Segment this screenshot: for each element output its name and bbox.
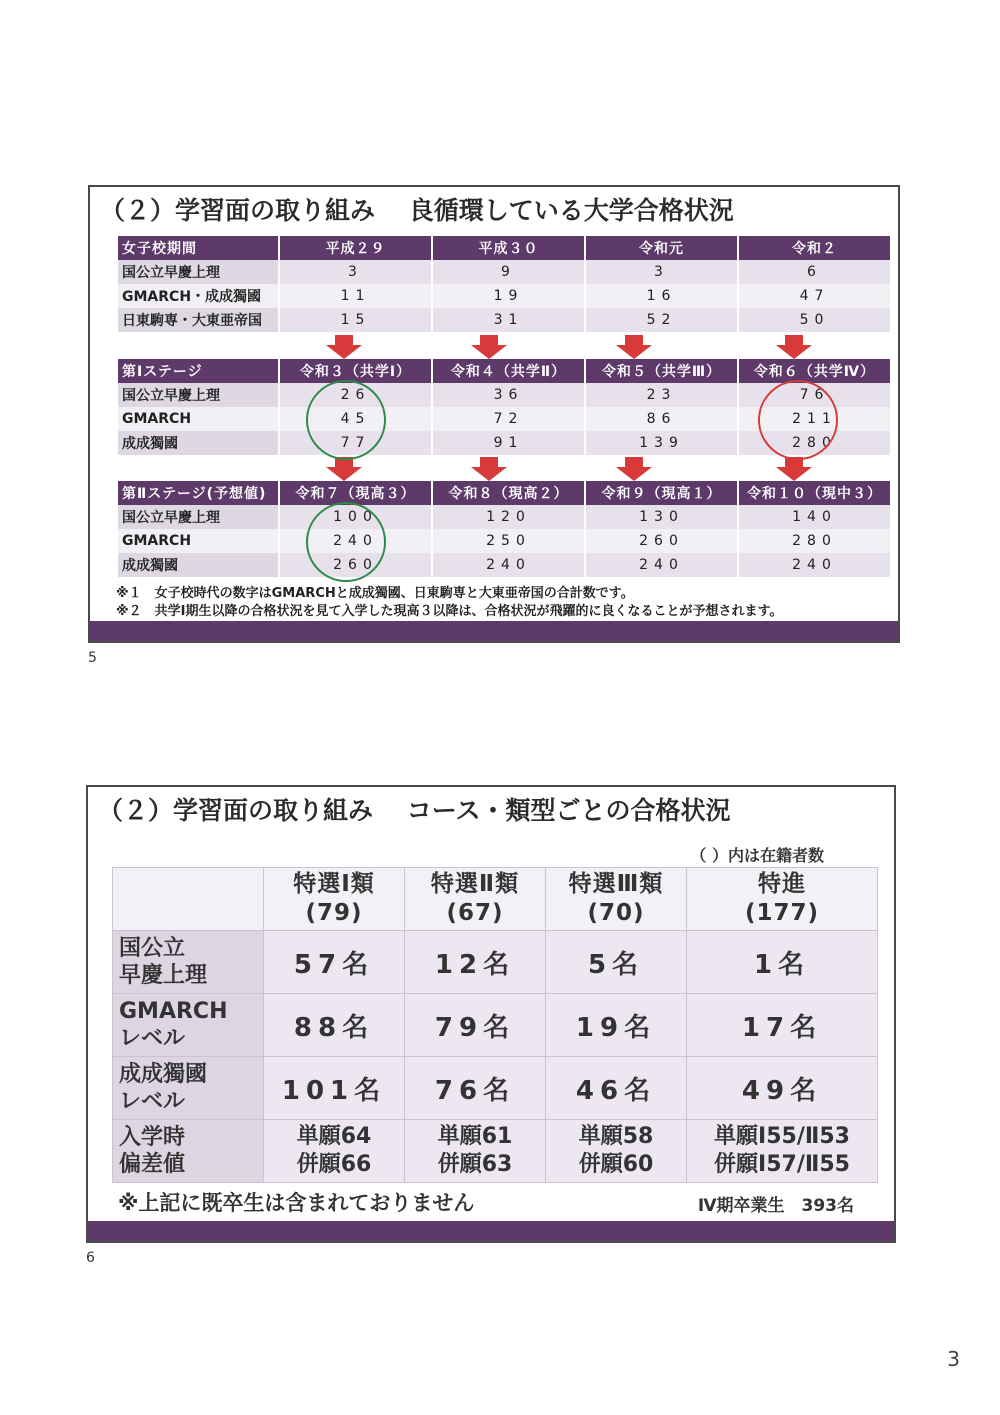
header-cell: 第Ⅱステージ(予想値) (118, 481, 278, 505)
row-label: 国公立早慶上理 (118, 505, 278, 529)
deviation-combined: 併願Ⅰ57/Ⅱ55 (714, 1152, 850, 1177)
value-cell: 76名 (405, 1057, 546, 1120)
row-label (113, 1057, 264, 1120)
value-cell: 46名 (546, 1057, 687, 1120)
highlight-circle-green (306, 502, 386, 582)
value-cell: 120 (433, 505, 584, 529)
header-cell: 令和７（現高３） (280, 481, 431, 505)
row-label: 国公立早慶上理 (118, 260, 278, 284)
row-label-line: 成成獨國 (119, 1062, 208, 1087)
value-cell: 19名 (546, 994, 687, 1057)
header-cell: 女子校期間 (118, 236, 278, 260)
value-cell: 100 (280, 505, 431, 529)
value-cell: 49名 (687, 1057, 878, 1120)
row-label: 成成獨國 (118, 431, 278, 455)
value-cell: 240 (433, 553, 584, 577)
value-cell: 16 (586, 284, 737, 308)
footnote-1: ※１ 女子校時代の数字はGMARCHと成成獨國、日東駒専と大東亜帝国の合計数です。 (116, 586, 634, 601)
row-label-line: 偏差値 (119, 1152, 186, 1177)
footnote-2: ※２ 共学Ⅰ期生以降の合格状況を見て入学した現高３以降は、合格状況が飛躍的に良くなることが予想されます。 (116, 604, 783, 619)
table-row (118, 308, 890, 332)
row-label: GMARCH (118, 407, 278, 431)
course-name: 特選Ⅰ類 (293, 871, 375, 897)
deviation-single: 単願58 (578, 1124, 654, 1149)
deviation-single: 単願Ⅰ55/Ⅱ53 (714, 1124, 850, 1149)
value-cell: 26 (280, 383, 431, 407)
value-cell: 17名 (687, 994, 878, 1057)
value-cell: 240 (280, 529, 431, 553)
down-arrow-icon (326, 467, 362, 481)
slide-title: （２）学習面の取り組み 良循環している大学合格状況 (100, 196, 734, 225)
slide-page-number: 6 (86, 1250, 95, 1266)
value-cell: 260 (586, 529, 737, 553)
down-arrow-icon (326, 345, 362, 359)
value-cell: 280 (739, 529, 890, 553)
value-cell: 15 (280, 308, 431, 332)
row-label: 日東駒専・大東亜帝国 (118, 308, 278, 332)
course-name: 特進 (758, 871, 806, 897)
row-label: GMARCH (118, 529, 278, 553)
table-row (113, 931, 878, 994)
results-table-girls-school (116, 236, 892, 332)
table-header-row (118, 481, 890, 505)
header-cell: 第Ⅰステージ (118, 359, 278, 383)
table-row-deviation (113, 1120, 878, 1183)
enrollment-note: （ ）内は在籍者数 (690, 846, 824, 865)
value-cell: 101名 (264, 1057, 405, 1120)
slide-title: （２）学習面の取り組み コース・類型ごとの合格状況 (98, 796, 731, 825)
slide-page-number: 5 (88, 650, 97, 666)
header-cell: 令和６（共学Ⅳ） (739, 359, 890, 383)
table-header-row (113, 868, 878, 931)
course-header (264, 868, 405, 931)
value-cell: 72 (433, 407, 584, 431)
value-cell: 79名 (405, 994, 546, 1057)
graduates-excluded-note: ※上記に既卒生は含まれておりません (118, 1191, 475, 1215)
row-label-line: レベル (119, 1026, 186, 1051)
value-cell: 1名 (687, 931, 878, 994)
course-header (546, 868, 687, 931)
value-cell: 19 (433, 284, 584, 308)
value-cell: 6 (739, 260, 890, 284)
header-cell: 令和９（現高１） (586, 481, 737, 505)
value-cell: 260 (280, 553, 431, 577)
value-cell: 9 (433, 260, 584, 284)
row-label-line: 国公立 (119, 936, 186, 961)
row-label: 国公立早慶上理 (118, 383, 278, 407)
footer-bar (90, 621, 898, 641)
header-cell: 令和３（共学Ⅰ） (280, 359, 431, 383)
value-cell: 47 (739, 284, 890, 308)
slide-university-results (88, 185, 900, 643)
deviation-combined: 併願66 (296, 1152, 372, 1177)
value-cell: 91 (433, 431, 584, 455)
deviation-cell (405, 1120, 546, 1183)
header-cell: 令和２ (739, 236, 890, 260)
highlight-circle-red (758, 380, 838, 460)
down-arrow-icon (776, 467, 812, 481)
value-cell: 5名 (546, 931, 687, 994)
highlight-circle-green (306, 380, 386, 460)
value-cell: 76 (739, 383, 890, 407)
down-arrow-icon (471, 345, 507, 359)
course-header (405, 868, 546, 931)
deviation-cell (264, 1120, 405, 1183)
value-cell: 280 (739, 431, 890, 455)
course-header (687, 868, 878, 931)
course-name: 特選Ⅲ類 (568, 871, 664, 897)
header-cell-empty (113, 868, 264, 931)
table-header-row (118, 359, 890, 383)
value-cell: 240 (586, 553, 737, 577)
course-results-table (112, 867, 878, 1183)
deviation-combined: 併願63 (437, 1152, 513, 1177)
row-label: 成成獨國 (118, 553, 278, 577)
value-cell: 139 (586, 431, 737, 455)
value-cell: 45 (280, 407, 431, 431)
header-cell: 令和１０（現中３） (739, 481, 890, 505)
value-cell: 77 (280, 431, 431, 455)
down-arrow-icon (776, 345, 812, 359)
table-row (118, 505, 890, 529)
slide-course-results (86, 785, 896, 1243)
value-cell: 130 (586, 505, 737, 529)
value-cell: 86 (586, 407, 737, 431)
deviation-cell (546, 1120, 687, 1183)
value-cell: 211 (739, 407, 890, 431)
course-count: (70) (587, 900, 645, 926)
row-label-line: GMARCH (119, 999, 228, 1024)
value-cell: 50 (739, 308, 890, 332)
value-cell: 52 (586, 308, 737, 332)
down-arrow-icon (616, 467, 652, 481)
header-cell: 令和４（共学Ⅱ） (433, 359, 584, 383)
value-cell: 12名 (405, 931, 546, 994)
table-row (113, 994, 878, 1057)
down-arrow-icon (616, 345, 652, 359)
value-cell: 250 (433, 529, 584, 553)
row-label (113, 994, 264, 1057)
page-number: 3 (947, 1347, 960, 1371)
row-label: GMARCH・成成獨國 (118, 284, 278, 308)
row-label-line: 早慶上理 (119, 963, 208, 988)
header-cell: 令和５（共学Ⅲ） (586, 359, 737, 383)
results-table-stage-2 (116, 481, 892, 577)
table-row (113, 1057, 878, 1120)
course-count: (67) (446, 900, 504, 926)
row-label-line: レベル (119, 1089, 186, 1114)
course-count: (177) (744, 900, 820, 926)
header-cell: 平成３０ (433, 236, 584, 260)
table-header-row (118, 236, 890, 260)
row-label (113, 1120, 264, 1183)
table-row (118, 260, 890, 284)
table-row (118, 284, 890, 308)
deviation-single: 単願61 (437, 1124, 513, 1149)
value-cell: 36 (433, 383, 584, 407)
table-row (118, 553, 890, 577)
header-cell: 平成２９ (280, 236, 431, 260)
row-label (113, 931, 264, 994)
value-cell: 240 (739, 553, 890, 577)
value-cell: 3 (586, 260, 737, 284)
value-cell: 31 (433, 308, 584, 332)
down-arrow-icon (471, 467, 507, 481)
value-cell: 3 (280, 260, 431, 284)
value-cell: 11 (280, 284, 431, 308)
footer-bar (88, 1221, 894, 1241)
graduate-count: Ⅳ期卒業生 393名 (697, 1196, 854, 1216)
course-name: 特選Ⅱ類 (430, 871, 520, 897)
value-cell: 23 (586, 383, 737, 407)
table-row (118, 529, 890, 553)
value-cell: 57名 (264, 931, 405, 994)
header-cell: 令和８（現高２） (433, 481, 584, 505)
value-cell: 88名 (264, 994, 405, 1057)
course-count: (79) (305, 900, 363, 926)
header-cell: 令和元 (586, 236, 737, 260)
deviation-combined: 併願60 (578, 1152, 654, 1177)
value-cell: 140 (739, 505, 890, 529)
row-label-line: 入学時 (119, 1125, 186, 1150)
deviation-single: 単願64 (296, 1124, 372, 1149)
deviation-cell (687, 1120, 878, 1183)
